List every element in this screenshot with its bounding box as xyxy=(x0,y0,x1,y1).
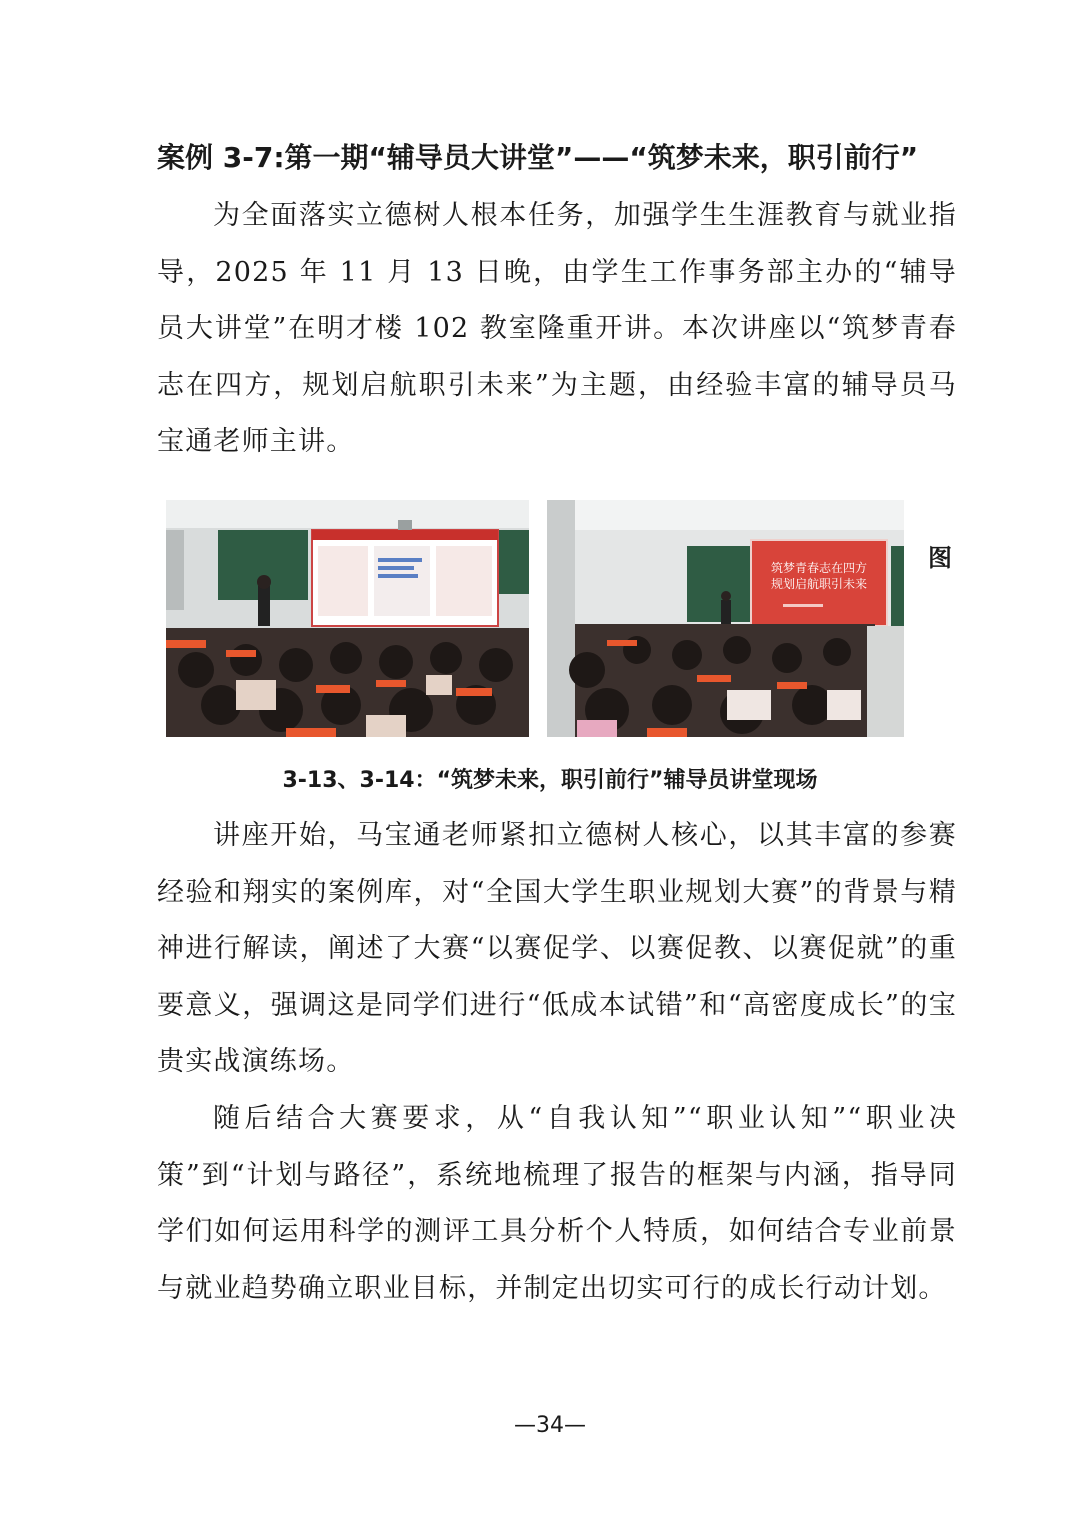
slide-title-line1: 筑梦青春志在四方 xyxy=(770,561,868,575)
figure-label-prefix: 图 xyxy=(928,544,952,572)
figure-caption: 3-13、3-14：“筑梦未来，职引前行”辅导员讲堂现场 xyxy=(282,768,818,793)
paragraph-lecture-start: 讲座开始，马宝通老师紧扣立德树人核心，以其丰富的参赛经验和翔实的案例库，对“全国大学生职业规划大赛”的背景与精神进行解读，阐述了大赛“以赛促学、以赛促教、以赛促就”的重要意义，强调这是同学们进行“低成本试错”和“高密度成长”的宝贵实战演练场。 xyxy=(157,820,957,1077)
slide-title-line2: 规划启航职引未来 xyxy=(770,577,868,591)
lecture-photo-2 xyxy=(547,500,904,737)
paragraph-framework: 随后结合大赛要求，从“自我认知”“职业认知”“职业决策”到“计划与路径”，系统地梳理了报告的框架与内涵，指导同学们如何运用科学的测评工具分析个人特质，如何结合专业前景与就业趋势确立职业目标，并制定出切实可行的成长行动计划。 xyxy=(157,1103,957,1304)
lecture-photo-1 xyxy=(166,500,529,737)
paragraph-intro: 为全面落实立德树人根本任务，加强学生生涯教育与就业指导，2025 年 11 月 13 日晚，由学生工作事务部主办的“辅导员大讲堂”在明才楼 102 教室隆重开讲。本次讲座以“筑梦青春志在四方，规划启航职引未来”为主题，由经验丰富的辅导员马宝通老师主讲。 xyxy=(157,200,957,457)
case-heading: 案例 3-7:第一期“辅导员大讲堂”——“筑梦未来，职引前行” xyxy=(157,141,919,174)
page-number: —34— xyxy=(514,1413,586,1438)
